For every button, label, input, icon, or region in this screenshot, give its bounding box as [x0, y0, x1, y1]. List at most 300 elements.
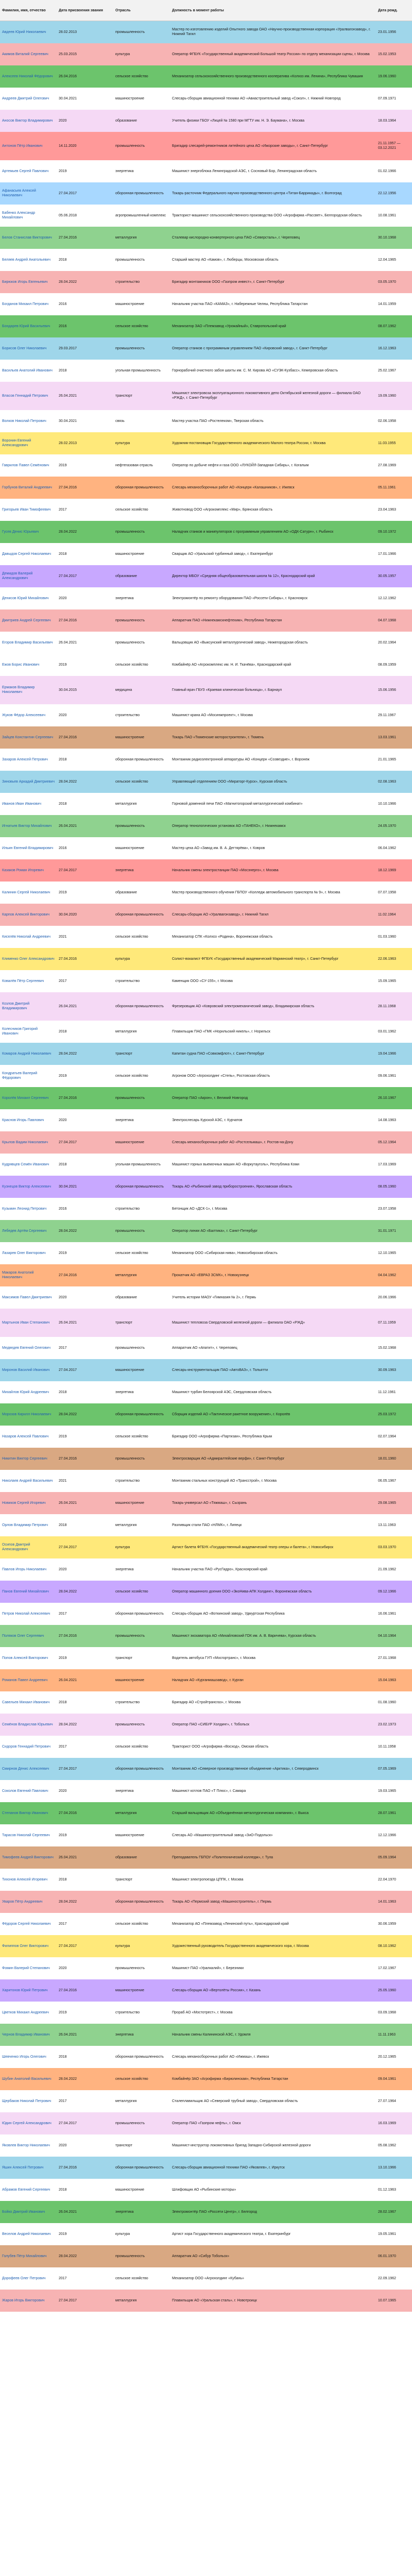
cell-date: 27.04.2016	[59, 485, 77, 489]
cell-name[interactable]: Уваров Пётр Андреевич	[2, 1900, 43, 1904]
cell-name[interactable]: Бойко Дмитрий Иванович	[2, 2210, 45, 2214]
cell-date: 2018	[59, 1700, 67, 1704]
cell-birthdate: 15.04.1963	[378, 1678, 397, 1682]
cell-name[interactable]: Захаров Алексей Петрович	[2, 757, 48, 761]
cell-name[interactable]: Борисов Олег Николаевич	[2, 346, 47, 350]
cell-birthdate: 16.06.1961	[378, 1612, 397, 1616]
header-name[interactable]: Фамилия, имя, отчество	[0, 0, 57, 21]
cell-position: Машинист котлов ПАО «Т Плюс», г. Самара	[172, 1789, 246, 1793]
cell-name[interactable]: Акимов Виталий Сергеевич	[2, 52, 48, 56]
table-row	[0, 1714, 412, 1736]
cell-name[interactable]: Егоров Владимир Васильевич	[2, 640, 53, 645]
cell-date: 27.04.2016	[59, 1634, 77, 1638]
cell-name[interactable]: Яковлев Виктор Николаевич	[2, 2143, 50, 2147]
cell-birthdate: 24.05.1970	[378, 824, 397, 828]
cell-name[interactable]: Осипов Дмитрий Александрович	[2, 1543, 30, 1551]
cell-name[interactable]: Антонов Пётр Иванович	[2, 144, 43, 148]
table-row	[0, 1514, 412, 1536]
cell-position: Оператор ПАО «Акрон», г. Великий Новгород	[172, 1096, 248, 1100]
cell-name[interactable]: Новиков Сергей Игоревич	[2, 1501, 46, 1505]
cell-date: 30.04.2021	[59, 419, 77, 423]
cell-name[interactable]: Колесников Григорий Иванович	[2, 1027, 38, 1036]
table-row	[0, 543, 412, 565]
table-row	[0, 1286, 412, 1309]
cell-name[interactable]: Орлов Владимир Петрович	[2, 1523, 48, 1527]
cell-name[interactable]: Бондарев Юрий Васильевич	[2, 324, 50, 328]
cell-name[interactable]: Краснов Игорь Павлович	[2, 1118, 44, 1122]
cell-date: 26.04.2021	[59, 1678, 77, 1682]
cell-sector: образование	[115, 1855, 137, 1859]
cell-name[interactable]: Харитонов Юрий Петрович	[2, 1988, 48, 1992]
cell-date: 26.04.2021	[59, 394, 77, 398]
cell-date: 2018	[59, 552, 67, 556]
cell-position: Слесарь АО «Машиностроительный завод «ЗиО-Подольск»	[172, 1833, 273, 1837]
cell-birthdate: 17.01.1966	[378, 552, 397, 556]
table-row	[0, 1869, 412, 1891]
header-birthdate[interactable]: Дата рожд.	[376, 0, 412, 21]
cell-name[interactable]: Ковалёв Пётр Сергеевич	[2, 979, 44, 983]
cell-position: Учитель физики ГБОУ «Лицей № 1580 при МГТУ им. Н. Э. Баумана», г. Москва	[172, 118, 305, 123]
cell-date: 2018	[59, 1029, 67, 1033]
cell-name[interactable]: Григорьев Иван Тимофеевич	[2, 507, 51, 512]
cell-date: 26.04.2021	[59, 824, 77, 828]
table-row	[0, 859, 412, 882]
cell-name[interactable]: Чернов Владимир Иванович	[2, 2032, 50, 2037]
cell-name[interactable]: Жаров Игорь Викторович	[2, 2298, 45, 2302]
cell-name[interactable]: Мартынов Иван Степанович	[2, 1320, 50, 1325]
cell-name[interactable]: Демидов Валерий Александрович	[2, 572, 33, 580]
cell-name[interactable]: Цветков Михаил Андреевич	[2, 2010, 49, 2014]
cell-sector: транспорт	[115, 394, 132, 398]
cell-position: Мастер производственного обучения ГБПОУ «Колледж автомобильного транспорта № 9», г. Москва	[172, 890, 340, 894]
cell-name[interactable]: Кудрявцев Семён Иванович	[2, 1162, 49, 1166]
cell-sector: промышленность	[115, 640, 145, 645]
cell-name[interactable]: Кузнецов Виктор Алексеевич	[2, 1184, 51, 1189]
cell-name[interactable]: Горбунов Виталий Андреевич	[2, 485, 52, 489]
cell-birthdate: 27.01.1968	[378, 1656, 397, 1660]
cell-name[interactable]: Аносов Виктор Владимирович	[2, 118, 53, 123]
cell-name[interactable]: Яшин Алексей Петрович	[2, 2165, 44, 2170]
cell-date: 2019	[59, 1074, 67, 1078]
table-row	[0, 1581, 412, 1603]
cell-birthdate: 11.11.1963	[378, 2032, 396, 2037]
cell-name[interactable]: Сидоров Геннадий Петрович	[2, 1744, 51, 1749]
cell-name[interactable]: Ермаков Владимир Николаевич	[2, 686, 35, 694]
cell-sector: оборонная промышленность	[115, 757, 164, 761]
cell-name[interactable]: Максимов Павел Дмитриевич	[2, 1295, 52, 1299]
table-row	[0, 2179, 412, 2201]
header-row	[0, 0, 412, 21]
cell-sector: сельское хозяйство	[115, 1744, 148, 1749]
table-row	[0, 992, 412, 1021]
cell-birthdate: 04.07.1968	[378, 618, 397, 622]
cell-sector: промышленность	[115, 2254, 145, 2258]
cell-name[interactable]: Попов Алексей Викторович	[2, 1656, 48, 1660]
cell-birthdate: 09.12.1966	[378, 1589, 397, 1594]
cell-date: 30.04.2015	[59, 688, 77, 692]
cell-date: 14.11.2020	[59, 144, 77, 148]
cell-position: Начальник смены электростанции ПАО «Мосэнерго», г. Москва	[172, 868, 279, 872]
table-row	[0, 1758, 412, 1780]
cell-name[interactable]: Филиппов Олег Викторович	[2, 1944, 49, 1948]
cell-name[interactable]: Семёнов Владислав Юрьевич	[2, 1722, 53, 1726]
cell-name[interactable]: Зиновьев Аркадий Дмитриевич	[2, 779, 55, 784]
cell-sector: машиностроение	[115, 1988, 145, 1992]
cell-name[interactable]: Тарасов Николай Сергеевич	[2, 1833, 50, 1837]
cell-position: Комбайнёр АО «Агрокомплекс им. Н. И. Ткачёва», Краснодарский край	[172, 663, 291, 667]
cell-position: Слесарь-сборщик авиационной техники ПАО «Яковлев», г. Иркутск	[172, 2165, 285, 2170]
cell-sector: агропромышленный комплекс	[115, 213, 166, 217]
cell-name[interactable]: Авдеев Юрий Николаевич	[2, 30, 46, 34]
cell-birthdate: 22.09.1962	[378, 2276, 397, 2280]
cell-position: Сталевар кислородно-конвертерного цеха ПАО «Северсталь», г. Череповец	[172, 235, 300, 240]
cell-sector: оборонная промышленность	[115, 1412, 164, 1416]
cell-name[interactable]: Смирнов Денис Алексеевич	[2, 1767, 49, 1771]
cell-birthdate: 03.01.1962	[378, 1029, 397, 1033]
cell-position: Управляющий отделением ООО «Мираторг-Курск», Курская область	[172, 779, 287, 784]
cell-name[interactable]: Назаров Алексей Павлович	[2, 1434, 49, 1438]
cell-name[interactable]: Панов Евгений Михайлович	[2, 1589, 49, 1594]
cell-sector: культура	[115, 52, 130, 56]
table-row	[0, 1337, 412, 1359]
cell-name[interactable]: Игнатьев Виктор Михайлович	[2, 824, 52, 828]
cell-birthdate: 19.03.1965	[378, 1789, 397, 1793]
cell-name[interactable]: Кузьмин Леонид Петрович	[2, 1207, 47, 1211]
cell-date: 2018	[59, 757, 67, 761]
cell-sector: промышленность	[115, 824, 145, 828]
cell-name[interactable]: Тимофеев Андрей Викторович	[2, 1855, 54, 1859]
cell-name[interactable]: Дмитриев Андрей Сергеевич	[2, 618, 51, 622]
cell-position: Токарь-расточник Федерального научно-производственного центра «Титан-Баррикады», г. Волгоград	[172, 191, 342, 195]
cell-name[interactable]: Ежов Борис Иванович	[2, 663, 40, 667]
cell-name[interactable]: Голубев Пётр Михайлович	[2, 2254, 47, 2258]
cell-name[interactable]: Павлов Игорь Николаевич	[2, 1567, 47, 1571]
cell-name[interactable]: Савельев Михаил Иванович	[2, 1700, 50, 1704]
cell-birthdate: 13.03.1961	[378, 735, 397, 739]
cell-name[interactable]: Крылов Вадим Николаевич	[2, 1140, 48, 1144]
cell-position: Токарь-универсал АО «Тяжмаш», г. Сызрань	[172, 1501, 247, 1505]
cell-birthdate: 17.02.1967	[378, 1966, 397, 1970]
table-row	[0, 454, 412, 477]
cell-date: 26.04.2016	[59, 74, 77, 78]
header-date[interactable]: Дата присвоения звания	[57, 0, 113, 21]
cell-birthdate: 12.04.1965	[378, 258, 397, 262]
cell-name[interactable]: Козлов Дмитрий Владимирович	[2, 1002, 30, 1010]
cell-birthdate: 23.01.1956	[378, 30, 397, 34]
table-row	[0, 1264, 412, 1286]
cell-name[interactable]: Шевченко Игорь Олегович	[2, 2055, 46, 2059]
cell-name[interactable]: Андреев Дмитрий Олегович	[2, 96, 49, 100]
cell-name[interactable]: Кондратьев Валерий Фёдорович	[2, 1072, 38, 1080]
table-row	[0, 704, 412, 726]
cell-birthdate: 21.09.1962	[378, 1567, 397, 1571]
cell-name[interactable]: Фёдоров Сергей Николаевич	[2, 1922, 51, 1926]
table-row	[0, 1802, 412, 1824]
table-row	[0, 1403, 412, 1426]
cell-position: Электромонтёр ПАО «Россети Центр», г. Белгород	[172, 2210, 257, 2214]
table-row	[0, 1242, 412, 1264]
table-row	[0, 1691, 412, 1714]
cell-birthdate: 14.08.1963	[378, 1118, 397, 1122]
table-row	[0, 499, 412, 521]
cell-position: Оператор машинного доения ООО «ЭкоНива-АПК Холдинг», Воронежская область	[172, 1589, 312, 1594]
cell-position: Механизатор АО «Племзавод «Ленинский путь», Краснодарский край	[172, 1922, 289, 1926]
cell-birthdate: 08.09.1959	[378, 663, 397, 667]
cell-date: 2020	[59, 2143, 67, 2147]
cell-position: Разливщик стали ПАО «НЛМК», г. Липецк	[172, 1523, 242, 1527]
cell-birthdate: 18.12.1969	[378, 868, 397, 872]
header-sector[interactable]: Отрасль	[113, 0, 170, 21]
table-row	[0, 2267, 412, 2290]
cell-date: 2017	[59, 2099, 67, 2103]
table-row	[0, 1220, 412, 1242]
cell-date: 2018	[59, 1877, 67, 1882]
cell-sector: сельское хозяйство	[115, 74, 148, 78]
table-row	[0, 2046, 412, 2068]
cell-date: 2017	[59, 1744, 67, 1749]
cell-birthdate: 01.12.1963	[378, 2188, 397, 2192]
cell-sector: промышленность	[115, 1346, 145, 1350]
table-row	[0, 271, 412, 293]
cell-date: 2017	[59, 1612, 67, 1616]
cell-sector: транспорт	[115, 1656, 132, 1660]
cell-date: 26.04.2021	[59, 1320, 77, 1325]
cell-date: 28.04.2022	[59, 1052, 77, 1056]
cell-sector: машиностроение	[115, 2188, 145, 2192]
cell-birthdate: 10.11.1958	[378, 1744, 396, 1749]
cell-name[interactable]: Бабенко Александр Михайлович	[2, 211, 36, 219]
cell-name[interactable]: Ильин Евгений Владимирович	[2, 846, 54, 850]
cell-birthdate: 02.07.1964	[378, 1434, 397, 1438]
cell-sector: сельское хозяйство	[115, 1074, 148, 1078]
cell-date: 27.04.2016	[59, 735, 77, 739]
cell-name[interactable]: Карпов Алексей Викторович	[2, 912, 50, 917]
cell-name[interactable]: Белов Станислав Викторович	[2, 235, 52, 240]
cell-name[interactable]: Зайцев Константин Сергеевич	[2, 735, 53, 739]
table-row	[0, 676, 412, 704]
cell-position: Шлифовщик АО «Рыбинские моторы»	[172, 2188, 236, 2192]
cell-sector: машиностроение	[115, 302, 145, 306]
cell-name[interactable]: Соколов Евгений Павлович	[2, 1789, 48, 1793]
cell-sector: сельское хозяйство	[115, 1922, 148, 1926]
cell-name[interactable]: Васильев Анатолий Иванович	[2, 368, 53, 372]
table-row	[0, 587, 412, 609]
cell-name[interactable]: Шубин Анатолий Васильевич	[2, 2077, 52, 2081]
cell-birthdate: 10.08.1961	[378, 213, 397, 217]
cell-name[interactable]: Веселов Андрей Николаевич	[2, 2232, 51, 2236]
cell-name[interactable]: Жуков Фёдор Алексеевич	[2, 713, 45, 717]
table-row	[0, 726, 412, 749]
cell-date: 26.04.2021	[59, 1501, 77, 1505]
cell-birthdate: 18.03.1964	[378, 118, 397, 123]
cell-sector: медицина	[115, 688, 132, 692]
table-row	[0, 160, 412, 182]
cell-birthdate: 16.03.1969	[378, 2121, 397, 2125]
cell-sector: строительство	[115, 1207, 140, 1211]
cell-birthdate: 07.07.1958	[378, 890, 397, 894]
cell-name[interactable]: Щербаков Николай Петрович	[2, 2099, 52, 2103]
cell-name[interactable]: Фомин Валерий Степанович	[2, 1966, 50, 1970]
cell-name[interactable]: Беляев Андрей Анатольевич	[2, 258, 50, 262]
cell-name[interactable]: Лебедев Артём Сергеевич	[2, 1229, 47, 1233]
cell-sector: оборонная промышленность	[115, 912, 164, 917]
cell-position: Тракторист ООО «Агрофирма «Восход», Омская область	[172, 1744, 269, 1749]
cell-name[interactable]: Медведев Евгений Олегович	[2, 1346, 50, 1350]
table-row	[0, 432, 412, 454]
cell-name[interactable]: Морозов Кирилл Николаевич	[2, 1412, 52, 1416]
cell-date: 2016	[59, 324, 67, 328]
cell-name[interactable]: Миронов Василий Иванович	[2, 1368, 50, 1372]
table-row	[0, 1065, 412, 1087]
table-body	[0, 21, 412, 2312]
cell-date: 28.04.2022	[59, 2254, 77, 2258]
cell-date: 27.04.2017	[59, 2121, 77, 2125]
cell-sector: промышленность	[115, 618, 145, 622]
cell-name[interactable]: Комаров Андрей Николаевич	[2, 1052, 52, 1056]
cell-name[interactable]: Петров Николай Алексеевич	[2, 1612, 50, 1616]
table-row	[0, 1043, 412, 1065]
cell-position: Мастер цеха АО «Завод им. В. А. Дегтярёва», г. Ковров	[172, 846, 265, 850]
cell-birthdate: 21.01.1965	[378, 757, 397, 761]
cell-date: 26.04.2021	[59, 640, 77, 645]
cell-sector: строительство	[115, 1700, 140, 1704]
cell-position: Слесарь-сборщик авиационной техники АО «Авиастроительный завод «Сокол», г. Нижний Новгород	[172, 96, 341, 100]
cell-name[interactable]: Гаврилов Павел Семёнович	[2, 463, 49, 467]
cell-position: Машинист горных выемочных машин АО «Воркутауголь», Республика Коми	[172, 1162, 300, 1166]
cell-position: Артист хора Государственного академического театра, г. Екатеринбург	[172, 2232, 291, 2236]
cell-birthdate: 10.07.1965	[378, 2298, 397, 2302]
cell-name[interactable]: Клименко Олег Александрович	[2, 957, 55, 961]
cell-date: 2020	[59, 713, 67, 717]
cell-sector: энергетика	[115, 868, 134, 872]
cell-position: Аппаратчик ПАО «Нижнекамскнефтехим», Республика Татарстан	[172, 618, 282, 622]
cell-name[interactable]: Романов Павел Андреевич	[2, 1678, 48, 1682]
table-row	[0, 293, 412, 315]
cell-name[interactable]: Бирюков Игорь Евгеньевич	[2, 280, 48, 284]
cell-date: 27.04.2017	[59, 1767, 77, 1771]
cell-sector: машиностроение	[115, 1368, 145, 1372]
cell-name[interactable]: Лазарев Олег Викторович	[2, 1251, 46, 1255]
table-row	[0, 1176, 412, 1198]
cell-position: Преподаватель ГБПОУ «Политехнический колледж», г. Тула	[172, 1855, 273, 1859]
table-row	[0, 948, 412, 970]
cell-birthdate: 05.11.1961	[378, 485, 396, 489]
cell-position: Бетонщик АО «ДСК-1», г. Москва	[172, 1207, 227, 1211]
cell-position: Начальник участка ПАО «РусГидро», Красноярский край	[172, 1567, 267, 1571]
cell-position: Слесарь-сборщик АО «Вертолёты России», г. Казань	[172, 1988, 261, 1992]
cell-name[interactable]: Давыдов Сергей Николаевич	[2, 552, 52, 556]
cell-name[interactable]: Степанов Виктор Иванович	[2, 1811, 48, 1815]
table-row	[0, 1131, 412, 1154]
cell-name[interactable]: Артемьев Сергей Павлович	[2, 169, 49, 173]
header-position[interactable]: Должность в момент работы	[170, 0, 376, 21]
cell-name[interactable]: Денисов Юрий Михайлович	[2, 596, 49, 600]
cell-position: Агроном ООО «Агрохолдинг «Степь», Ростовская область	[172, 1074, 270, 1078]
cell-name[interactable]: Воронин Евгений Александрович	[2, 439, 31, 447]
cell-date: 26.04.2021	[59, 1855, 77, 1859]
table-row	[0, 249, 412, 271]
table-row	[0, 1913, 412, 1935]
cell-birthdate: 15.02.1953	[378, 52, 397, 56]
cell-birthdate: 16.12.1963	[378, 346, 397, 350]
cell-date: 27.04.2017	[59, 1368, 77, 1372]
cell-position: Машинист тепловоза Свердловской железной дороги — филиала ОАО «РЖД»	[172, 1320, 305, 1325]
table-row	[0, 771, 412, 793]
cell-birthdate: 12.12.1966	[378, 1833, 397, 1837]
cell-birthdate: 22.04.1970	[378, 1877, 397, 1882]
table-row	[0, 1359, 412, 1381]
cell-name[interactable]: Николаев Андрей Васильевич	[2, 1479, 53, 1483]
cell-birthdate: 23.04.1963	[378, 507, 397, 512]
cell-birthdate: 11.03.1955	[378, 441, 396, 445]
cell-position: Оператор ПАО «Газпром нефть», г. Омск	[172, 2121, 241, 2125]
cell-position: Слесарь-сборщик АО «Воткинский завод», Удмуртская Республика	[172, 1612, 285, 1616]
cell-name[interactable]: Тихонов Алексей Игоревич	[2, 1877, 48, 1882]
cell-birthdate: 13.10.1966	[378, 2165, 397, 2170]
cell-name[interactable]: Королёв Михаил Сергеевич	[2, 1096, 49, 1100]
cell-position: Оператор по добыче нефти и газа ООО «ЛУКОЙЛ-Западная Сибирь», г. Когалым	[172, 463, 309, 467]
cell-name[interactable]: Афанасьев Алексей Николаевич	[2, 189, 36, 197]
cell-name[interactable]: Киселёв Николай Андреевич	[2, 935, 51, 939]
cell-birthdate: 07.11.1959	[378, 1320, 396, 1325]
cell-date: 26.04.2021	[59, 2032, 77, 2037]
cell-sector: металлургия	[115, 1811, 137, 1815]
cell-birthdate: 07.09.1971	[378, 96, 397, 100]
cell-sector: нефтегазовая отрасль	[115, 463, 153, 467]
cell-birthdate: 01.03.1960	[378, 935, 397, 939]
cell-date: 2018	[59, 2055, 67, 2059]
cell-sector: связь	[115, 419, 125, 423]
cell-date: 2019	[59, 1251, 67, 1255]
table-row	[0, 1536, 412, 1558]
cell-name[interactable]: Абрамов Евгений Сергеевич	[2, 2188, 50, 2192]
cell-name[interactable]: Михайлов Юрий Андреевич	[2, 1390, 49, 1394]
cell-birthdate: 30.06.1959	[378, 1922, 397, 1926]
table-row	[0, 21, 412, 43]
cell-date: 2018	[59, 258, 67, 262]
cell-name[interactable]: Гусев Денис Юрьевич	[2, 530, 39, 534]
cell-name[interactable]: Дорофеев Олег Петрович	[2, 2276, 46, 2280]
cell-birthdate: 07.05.1969	[378, 1767, 397, 1771]
cell-position: Водитель автобуса ГУП «Мосгортранс», г. Москва	[172, 1656, 256, 1660]
cell-sector: транспорт	[115, 1052, 132, 1056]
cell-name[interactable]: Волков Николай Петрович	[2, 419, 46, 423]
cell-name[interactable]: Никитин Виктор Сергеевич	[2, 1456, 47, 1461]
cell-date: 27.04.2016	[59, 1811, 77, 1815]
cell-sector: машиностроение	[115, 1501, 145, 1505]
cell-date: 28.04.2022	[59, 1722, 77, 1726]
cell-name[interactable]: Алексеев Николай Фёдорович	[2, 74, 53, 78]
table-row	[0, 632, 412, 654]
table-row	[0, 382, 412, 410]
cell-name[interactable]: Богданов Михаил Петрович	[2, 302, 49, 306]
cell-date: 2017	[59, 1922, 67, 1926]
cell-birthdate: 06.01.1970	[378, 2254, 397, 2258]
cell-sector: образование	[115, 1295, 137, 1299]
cell-birthdate: 01.08.1960	[378, 1700, 397, 1704]
cell-name[interactable]: Казаков Роман Игоревич	[2, 868, 44, 872]
cell-date: 2018	[59, 802, 67, 806]
cell-name[interactable]: Поляков Олег Сергеевич	[2, 1634, 44, 1638]
cell-name[interactable]: Иванов Иван Иванович	[2, 802, 41, 806]
cell-name[interactable]: Власов Геннадий Петрович	[2, 394, 48, 398]
cell-date: 28.02.2013	[59, 30, 77, 34]
cell-name[interactable]: Юдин Сергей Александрович	[2, 2121, 52, 2125]
cell-name[interactable]: Макаров Анатолий Николаевич	[2, 1271, 34, 1279]
cell-date: 2019	[59, 2232, 67, 2236]
cell-sector: оборонная промышленность	[115, 2055, 164, 2059]
cell-name[interactable]: Калинин Сергей Николаевич	[2, 890, 50, 894]
